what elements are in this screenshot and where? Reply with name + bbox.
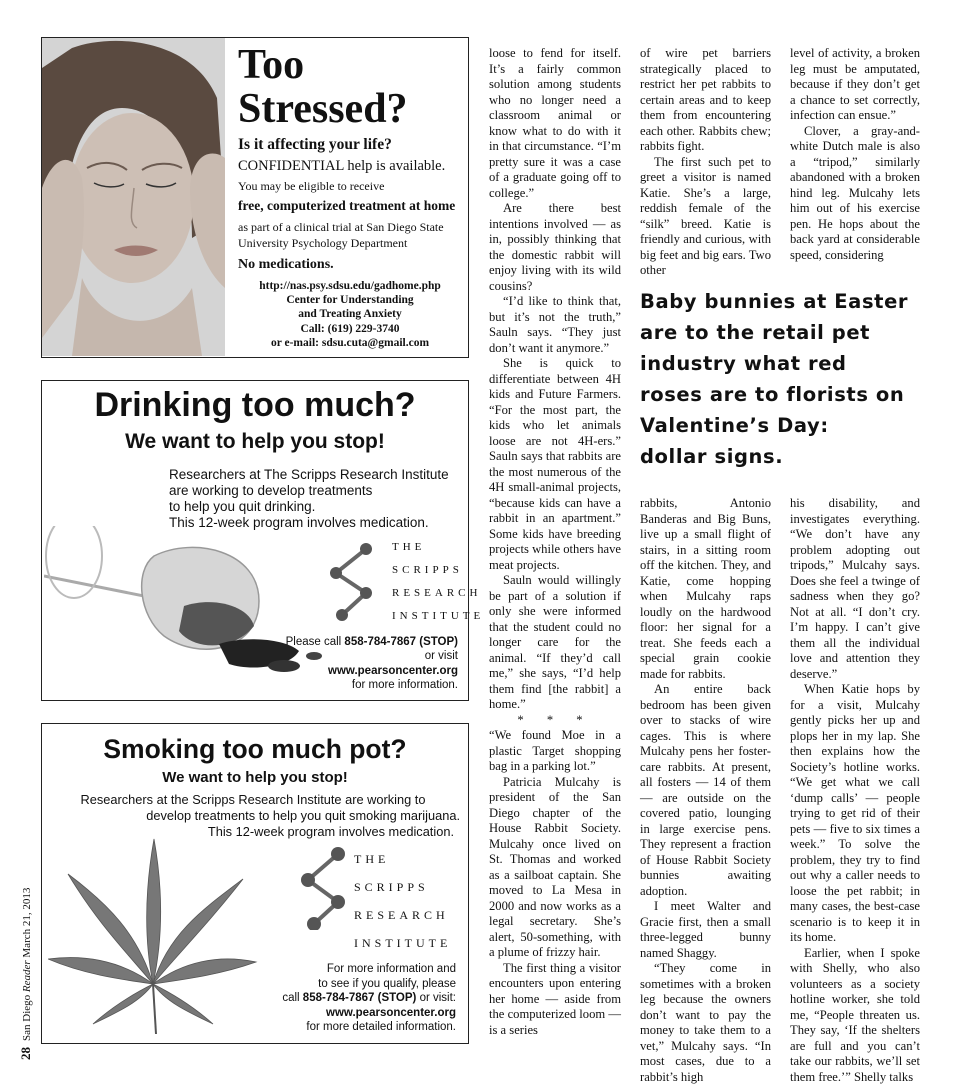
issue-date: March 21, 2013 — [21, 888, 33, 961]
ad-contact — [286, 635, 458, 692]
scripps-logo-icon — [320, 541, 380, 621]
ad-too-stressed — [41, 37, 469, 358]
ad-body-line: This 12-week program involves medication. — [42, 824, 464, 840]
logo-word-the: THE — [392, 541, 425, 553]
article-column-3-bottom — [790, 496, 920, 1085]
ad-or-visit: or visit — [286, 649, 458, 663]
ad-center-line-2: and Treating Anxiety — [232, 307, 468, 321]
ad-confidential: CONFIDENTIAL help is available. — [238, 158, 445, 175]
article-paragraph: When Katie hops by for a visit, Mulcahy gently picks her up and plops her in my lap. She then explains how the Society’s hotline works. “We get what we call ‘dump calls’ — people trying to get rid of their pets — five to six times a week.” To solve the problem, they try to find out why a caller needs to loose the pet rabbit; in many cases, the best-case scenario is to keep it in its home. — [790, 682, 920, 946]
ad-phone: 858-784-7867 (STOP) — [344, 636, 458, 648]
ad-question: Is it affecting your life? — [238, 136, 392, 154]
article-paragraph: level of activity, a broken leg must be amputated, because if they don’t get a chance to set correctly, infection can ensue.” — [790, 46, 920, 124]
article-paragraph: rabbits, Antonio Banderas and Big Buns, live up a small flight of stairs, in a sitting room off the kitchen. They, and Katie, come hopping when Mulcahy raps loudly on the hardwood floor: her signal for a treat. She feeds each a special grain cookie made for rabbits. — [640, 496, 771, 682]
article-paragraph: of wire pet barriers strategically placed to restrict her pet rabbits to certain areas and to keep them from encountering each other. Rabbits chew; rabbits fight. — [640, 46, 771, 155]
ad-body-line: Researchers at the Scripps Research Institute are working to — [42, 792, 464, 808]
ad-contact — [282, 962, 456, 1035]
ad-headline: Drinking too much? — [42, 385, 468, 425]
ad-trial-line-2: University Psychology Department — [238, 236, 407, 251]
pull-quote — [640, 286, 930, 472]
article-paragraph: The first such pet to greet a visitor is named Katie. She’s a large, reddish female of the “silk” breed. Katie is friendly and curious, with big feet and big ears. Two other — [640, 155, 771, 279]
ad-body — [42, 792, 464, 840]
ad-url[interactable]: http://nas.psy.sdsu.edu/gadhome.php — [232, 279, 468, 293]
article-paragraph: Sauln would willingly be part of a solution if only she were informed that the student could no longer care for the animal. “If they’d call me,” she says, “I’d help them find [the rabbit] a home.” — [489, 573, 621, 713]
publication-name-italic: Reader — [21, 960, 33, 992]
logo-word-scripps: SCRIPPS — [354, 880, 429, 895]
article-paragraph: Patricia Mulcahy is president of the San Diego chapter of the House Rabbit Society. Mulcahy once lived on St. Thomas and worked as a sailboat captain. She moved to La Mesa in 2000 and now works as a legal secretary. She’s alert, 50-something, with a plume of frizzy hair. — [489, 775, 621, 961]
article-paragraph: An entire back bedroom has been given over to stacks of wire cages. This is where Mulcahy pens her foster-care rabbits. At present, all fosters — 14 of them — are outside on the covered patio, lounging in large exercise pens. They represent a fraction of House Rabbit Society bunnies awaiting adoption. — [640, 682, 771, 899]
article-paragraph: “I’d like to think that, but it’s not the truth,” Sauln says. “They just don’t want it anymore.” — [489, 294, 621, 356]
marijuana-leaf-image — [48, 834, 258, 1034]
ad-headline: Smoking too much pot? — [42, 732, 468, 766]
publication-name: San Diego — [21, 992, 33, 1041]
ad-more-info: for more information. — [286, 678, 458, 692]
ad-body-line: This 12-week program involves medication. — [169, 515, 449, 531]
article-column-1 — [489, 46, 621, 1038]
logo-word-the: THE — [354, 852, 389, 867]
ad-or-visit: or visit: — [416, 992, 456, 1004]
ad-smoking-pot — [41, 723, 469, 1044]
page-number: 28 — [18, 1047, 33, 1060]
ad-website[interactable]: www.pearsoncenter.org — [282, 1006, 456, 1021]
section-break: * * * — [489, 713, 621, 729]
ad-center-line-1: Center for Understanding — [232, 293, 468, 307]
ad-headline-stressed: Stressed? — [238, 88, 408, 130]
stressed-woman-photo — [42, 38, 225, 356]
ad-contact-block — [232, 279, 468, 350]
ad-phone: 858-784-7867 (STOP) — [303, 992, 417, 1004]
logo-word-scripps: SCRIPPS — [392, 564, 463, 576]
ad-website[interactable]: www.pearsoncenter.org — [286, 664, 458, 678]
ad-subhead: We want to help you stop! — [42, 769, 468, 786]
article-column-2-top — [640, 46, 771, 279]
ad-drinking — [41, 380, 469, 701]
ad-body-line: are working to develop treatments — [169, 483, 449, 499]
article-paragraph: Clover, a gray-and-white Dutch male is also a “tripod,” similarly abandoned with a broken hind leg. Mulcahy lets him out of his exercise pen. He hops about the back yard at considerable speed, considering — [790, 124, 920, 264]
article-paragraph: loose to fend for itself. It’s a fairly common solution among students who no longer need a classroom animal or know what to do with it in that circumstance. “I’m pretty sure it was a case of a graduate going off to college.” — [489, 46, 621, 201]
ad-eligible: You may be eligible to receive — [238, 179, 384, 194]
pull-quote-line: Valentine’s Day: — [640, 410, 930, 441]
ad-phone: Call: (619) 229-3740 — [232, 322, 468, 336]
ad-email[interactable]: or e-mail: sdsu.cuta@gmail.com — [232, 336, 468, 350]
pull-quote-line: roses are to florists on — [640, 379, 930, 410]
ad-call-prefix: call — [282, 992, 302, 1004]
article-paragraph: Earlier, when I spoke with Shelly, who also volunteers as a society hotline worker, she told me, “People threaten us. They say, ‘If the shelters are full and you can’t take our rabbits, we’ll set them free.’” Shelly talks — [790, 946, 920, 1085]
pull-quote-line: dollar signs. — [640, 441, 930, 472]
ad-trial-line-1: as part of a clinical trial at San Diego State — [238, 220, 444, 235]
ad-info-line: to see if you qualify, please — [282, 977, 456, 992]
logo-word-institute: INSTITUTE — [392, 610, 484, 622]
article-paragraph: The first thing a visitor encounters upon entering her home — aside from the computerized loom — is a series — [489, 961, 621, 1039]
page-folio — [18, 888, 34, 1060]
pull-quote-line: industry what red — [640, 348, 930, 379]
ad-more-info: for more detailed information. — [282, 1020, 456, 1035]
ad-call-prefix: Please call — [286, 636, 345, 648]
article-column-2-bottom — [640, 496, 771, 1085]
article-paragraph: I meet Walter and Gracie first, then a small three-legged bunny named Shaggy. — [640, 899, 771, 961]
article-paragraph: his disability, and investigates everything. “We don’t have any problem adopting out tripods,” Mulcahy says. Does she feel a twinge of sadness when they go? Not at all. “I don’t cry. I’m happy. I can’t give them all the individual love and attention they deserve.” — [790, 496, 920, 682]
ad-body-line: Researchers at The Scripps Research Institute — [169, 467, 449, 483]
logo-word-research: RESEARCH — [392, 587, 481, 599]
article-column-3-top — [790, 46, 920, 263]
article-paragraph: “We found Moe in a plastic Target shopping bag in a parking lot.” — [489, 728, 621, 775]
ad-no-medications: No medications. — [238, 257, 334, 273]
scripps-logo-icon — [292, 846, 352, 930]
ad-body-line: to help you quit drinking. — [169, 499, 449, 515]
ad-offer: free, computerized treatment at home — [238, 198, 455, 214]
pull-quote-line: Baby bunnies at Easter — [640, 286, 930, 317]
article-paragraph: Are there best intentions involved — as in, possibly thinking that the domestic rabbit will enjoy living with its wild cousins? — [489, 201, 621, 294]
logo-word-research: RESEARCH — [354, 908, 449, 923]
article-paragraph: She is quick to differentiate between 4H kids and Future Farmers. “For the most part, the kids who let animals loose are not 4H-ers.” Sauln says that rabbits are the most numerous of the 4H small-animal projects, “because kids can have a rabbit in an apartment.” Some kids have breeding projects while others have meat projects. — [489, 356, 621, 573]
ad-body — [169, 467, 449, 531]
ad-subhead: We want to help you stop! — [42, 430, 468, 454]
logo-word-institute: INSTITUTE — [354, 936, 451, 951]
pull-quote-line: are to the retail pet — [640, 317, 930, 348]
ad-body-line: develop treatments to help you quit smoking marijuana. — [42, 808, 464, 824]
ad-headline-too: Too — [238, 44, 304, 86]
ad-info-line: For more information and — [282, 962, 456, 977]
article-paragraph: “They come in sometimes with a broken leg because the owners don’t want to pay the money to take them to a vet,” Mulcahy says. “In most cases, due to a rabbit’s high — [640, 961, 771, 1085]
